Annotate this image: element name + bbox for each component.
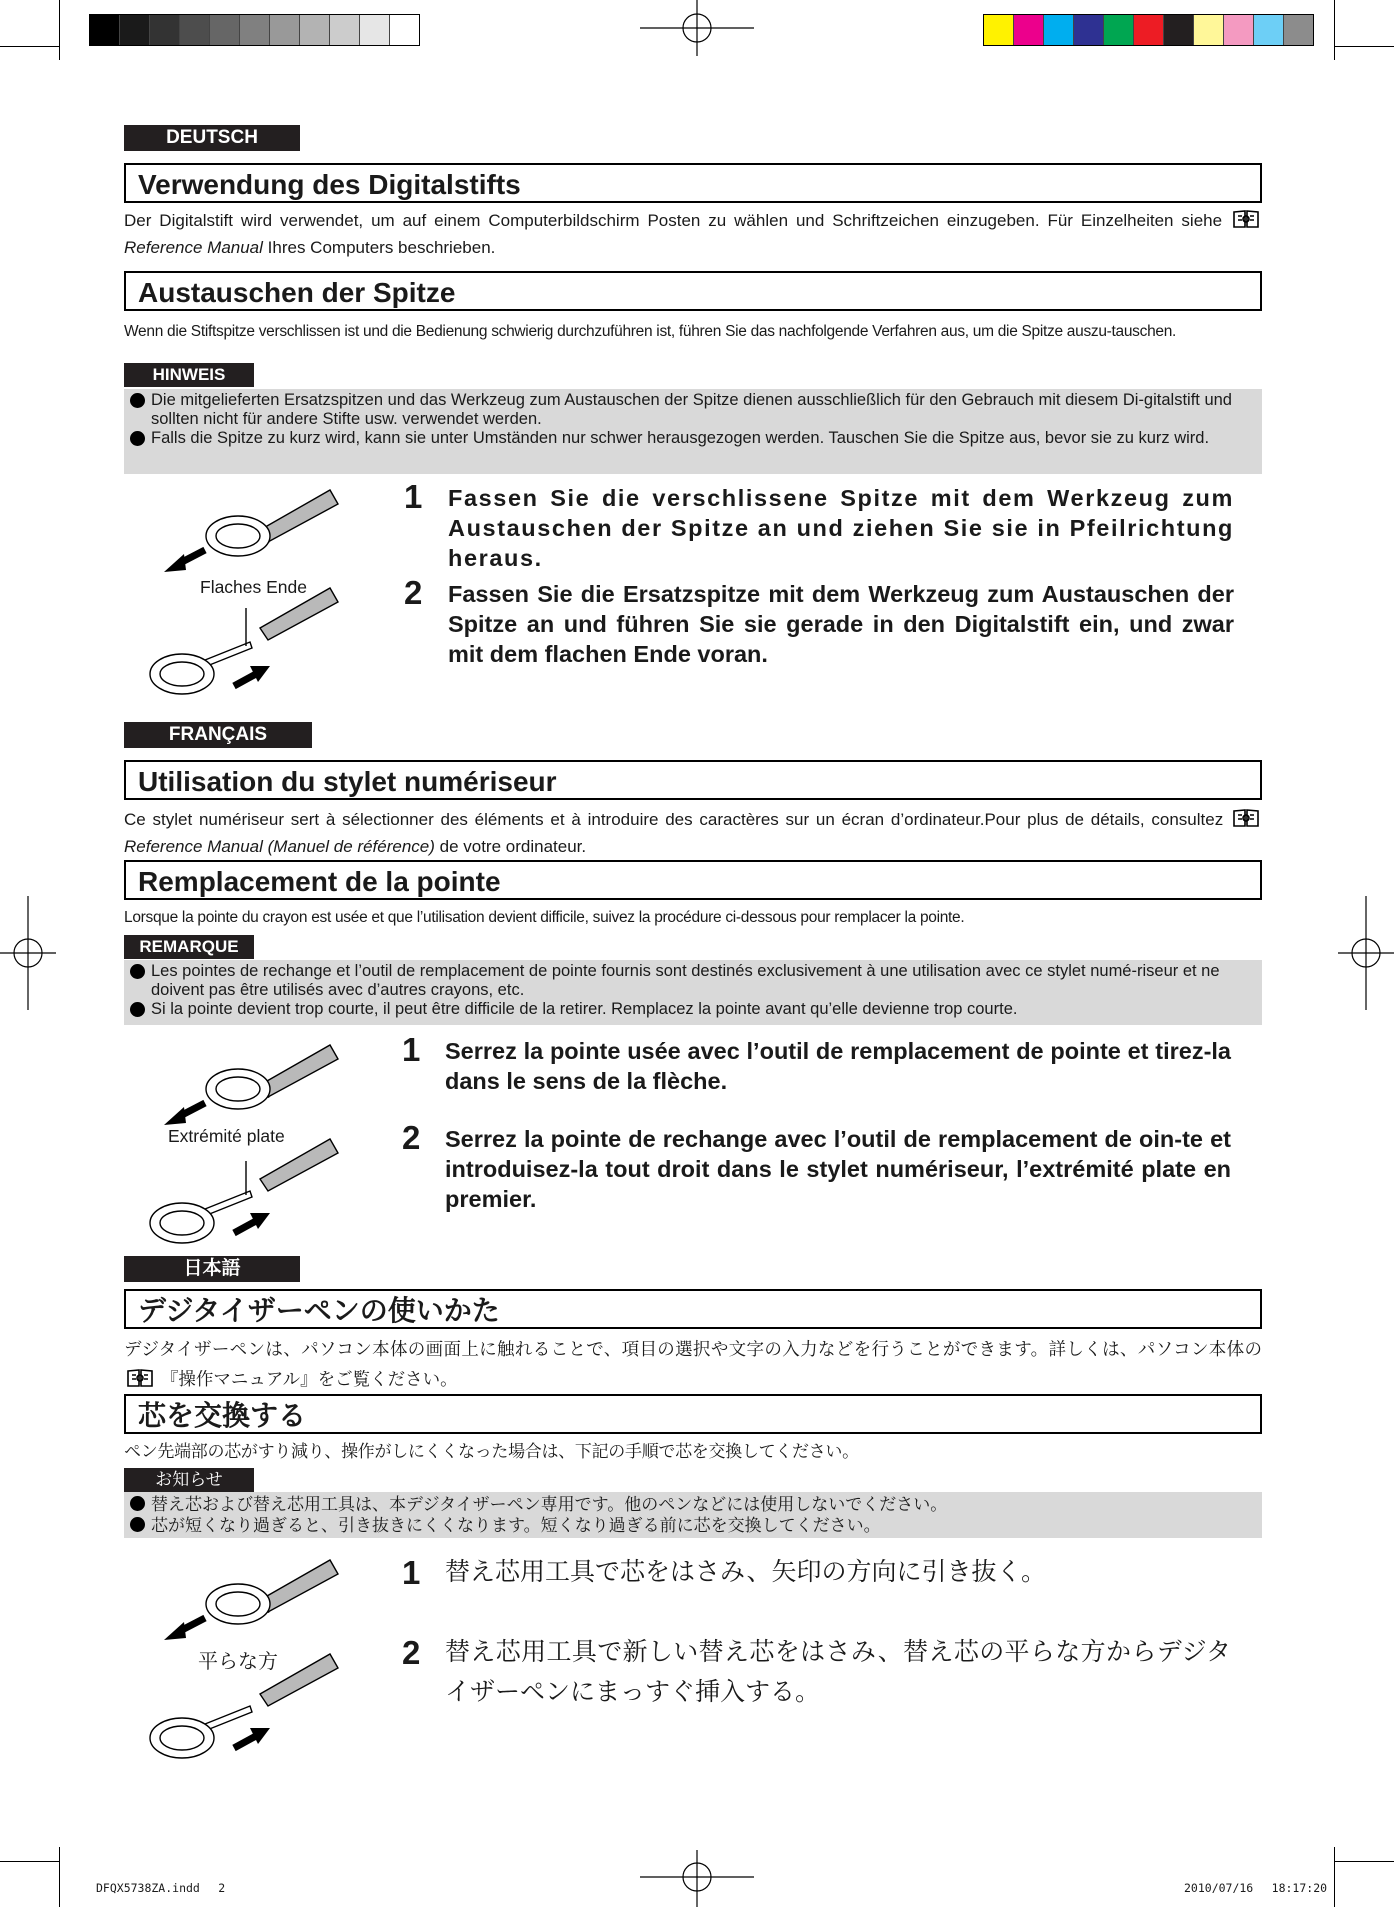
color-swatch: [1044, 15, 1074, 45]
color-swatch: [984, 15, 1014, 45]
bullet-icon: [130, 1002, 145, 1017]
figure-label-fr: Extrémité plate: [168, 1126, 285, 1146]
step-number: 1: [402, 1554, 421, 1591]
color-swatch: [390, 15, 419, 45]
manual-book-icon: [1232, 208, 1260, 230]
color-swatch: [1254, 15, 1284, 45]
step-text: Fassen Sie die Ersatzspitze mit dem Werkzeug zum Austauschen der Spitze an und führen Sie sie gerade in den Digitalstift ein, und zwar mit dem flachen Ende voran.: [448, 581, 1234, 667]
step-number: 1: [402, 1031, 421, 1068]
step-text: Fassen Sie die verschlissene Spitze mit dem Werkzeug zum Austauschen der Spitze an und ziehen Sie sie in Pfeilrichtung heraus.: [448, 485, 1234, 571]
footer-timestamp: 2010/07/16 18:17:20: [1184, 1881, 1328, 1895]
step-number: 2: [402, 1119, 421, 1156]
color-swatch: [1284, 15, 1313, 45]
bullet-icon: [130, 431, 145, 446]
color-swatch: [210, 15, 240, 45]
color-swatch: [300, 15, 330, 45]
intro-paragraph-fr: Ce stylet numériseur sert à sélectionner des éléments et à introduire des caractères sur un écran d’ordinateur.Pour plus de détails, consultez Reference Manual (Manuel de référence) de votre ordinateur.: [124, 806, 1262, 860]
manual-book-icon: [1232, 807, 1260, 829]
bullet-icon: [130, 1517, 145, 1532]
replace-paragraph-fr: Lorsque la pointe du crayon est usée et que l’utilisation devient difficile, suivez la procédure ci-dessous pour remplacer la pointe.: [124, 909, 965, 926]
step-text: 替え芯用工具で新しい替え芯をはさみ、替え芯の平らな方からデジタイザーペンにまっすぐ挿入する。: [445, 1638, 1231, 1706]
replace-paragraph-jp: ペン先端部の芯がすり減り、操作がしにくくなった場合は、下記の手順で芯を交換してください。: [124, 1442, 859, 1461]
figure-label-jp: 平らな方: [198, 1651, 278, 1673]
color-swatch: [1074, 15, 1104, 45]
footer-filename: DFQX5738ZA.indd 2: [96, 1881, 226, 1895]
section-heading-replace-jp: 芯を交換する: [124, 1394, 1262, 1434]
language-tag-japanese: 日本語: [124, 1256, 300, 1282]
color-swatch: [150, 15, 180, 45]
process-color-bar: [983, 14, 1314, 46]
replace-paragraph-de: Wenn die Stiftspitze verschlissen ist und die Bedienung schwierig durchzuführen ist, führen Sie das nachfolgende Verfahren aus, um die Spitze auszu-tauschen.: [124, 323, 1177, 340]
note-item: 替え芯および替え芯用工具は、本デジタイザーペン専用です。他のペンなどには使用しないでください。: [128, 1494, 1258, 1515]
section-heading-usage-fr: Utilisation du stylet numériseur: [124, 760, 1262, 800]
step-text: Serrez la pointe usée avec l’outil de remplacement de pointe et tirez-la dans le sens de la flèche.: [445, 1038, 1231, 1094]
note-item: Les pointes de rechange et l’outil de remplacement de pointe fournis sont destinés exclusivement à une utilisation avec ce stylet numé-riseur et ne doivent pas être utilisés avec d’autres crayons, etc.: [128, 962, 1258, 1000]
color-swatch: [1134, 15, 1164, 45]
color-swatch: [90, 15, 120, 45]
step-text: 替え芯用工具で芯をはさみ、矢印の方向に引き抜く。: [445, 1558, 1047, 1586]
language-tag-francais: FRANÇAIS: [124, 722, 312, 748]
section-heading-usage-de: Verwendung des Digitalstifts: [124, 163, 1262, 203]
color-swatch: [1014, 15, 1044, 45]
language-tag-deutsch: DEUTSCH: [124, 125, 300, 151]
section-heading-replace-fr: Remplacement de la pointe: [124, 860, 1262, 900]
bullet-icon: [130, 1496, 145, 1511]
gray-color-bar: [89, 14, 420, 46]
section-heading-replace-de: Austauschen der Spitze: [124, 271, 1262, 311]
color-swatch: [1164, 15, 1194, 45]
color-swatch: [1194, 15, 1224, 45]
intro-paragraph-jp: デジタイザーペンは、パソコン本体の画面上に触れることで、項目の選択や文字の入力などを行うことができます。詳しくは、パソコン本体の 『操作マニュアル』をご覧ください。: [124, 1339, 1262, 1389]
note-item: 芯が短くなり過ぎると、引き抜きにくくなります。短くなり過ぎる前に芯を交換してください。: [128, 1515, 1258, 1536]
color-swatch: [1224, 15, 1254, 45]
manual-book-icon: [126, 1367, 154, 1389]
step-number: 2: [404, 574, 423, 611]
bullet-icon: [130, 964, 145, 979]
section-heading-usage-jp: デジタイザーペンの使いかた: [124, 1289, 1262, 1329]
figure-label-de: Flaches Ende: [200, 577, 308, 597]
note-item: Die mitgelieferten Ersatzspitzen und das Werkzeug zum Austauschen der Spitze dienen ausschließlich für den Gebrauch mit diesem Di-gitalstift und sollten nicht für andere Stifte usw. verwendet werden.: [128, 391, 1258, 429]
step-number: 1: [404, 478, 423, 515]
color-swatch: [120, 15, 150, 45]
note-tag-fr: REMARQUE: [124, 935, 254, 959]
note-item: Si la pointe devient trop courte, il peut être difficile de la retirer. Remplacez la pointe avant qu’elle devienne trop courte.: [128, 1000, 1258, 1019]
step-text: Serrez la pointe de rechange avec l’outil de remplacement de oin-te et introduisez-la tout droit dans le stylet numériseur, l’extrémité plate en premier.: [445, 1126, 1231, 1212]
note-item: Falls die Spitze zu kurz wird, kann sie unter Umständen nur schwer herausgezogen werden. Tauschen Sie die Spitze aus, bevor sie zu kurz wird.: [128, 429, 1258, 448]
note-box-fr: [124, 960, 1262, 1025]
color-swatch: [1104, 15, 1134, 45]
color-swatch: [270, 15, 300, 45]
color-swatch: [180, 15, 210, 45]
note-tag-jp: お知らせ: [124, 1468, 254, 1492]
color-swatch: [360, 15, 390, 45]
note-box-jp: [124, 1492, 1262, 1538]
color-swatch: [330, 15, 360, 45]
color-swatch: [240, 15, 270, 45]
bullet-icon: [130, 393, 145, 408]
step-number: 2: [402, 1634, 421, 1671]
note-box-de: [124, 389, 1262, 474]
intro-paragraph-de: Der Digitalstift wird verwendet, um auf einem Computerbildschirm Posten zu wählen und Schriftzeichen einzugeben. Für Einzelheiten siehe Reference Manual Ihres Computers beschrieben.: [124, 207, 1262, 261]
note-tag-de: HINWEIS: [124, 363, 254, 387]
